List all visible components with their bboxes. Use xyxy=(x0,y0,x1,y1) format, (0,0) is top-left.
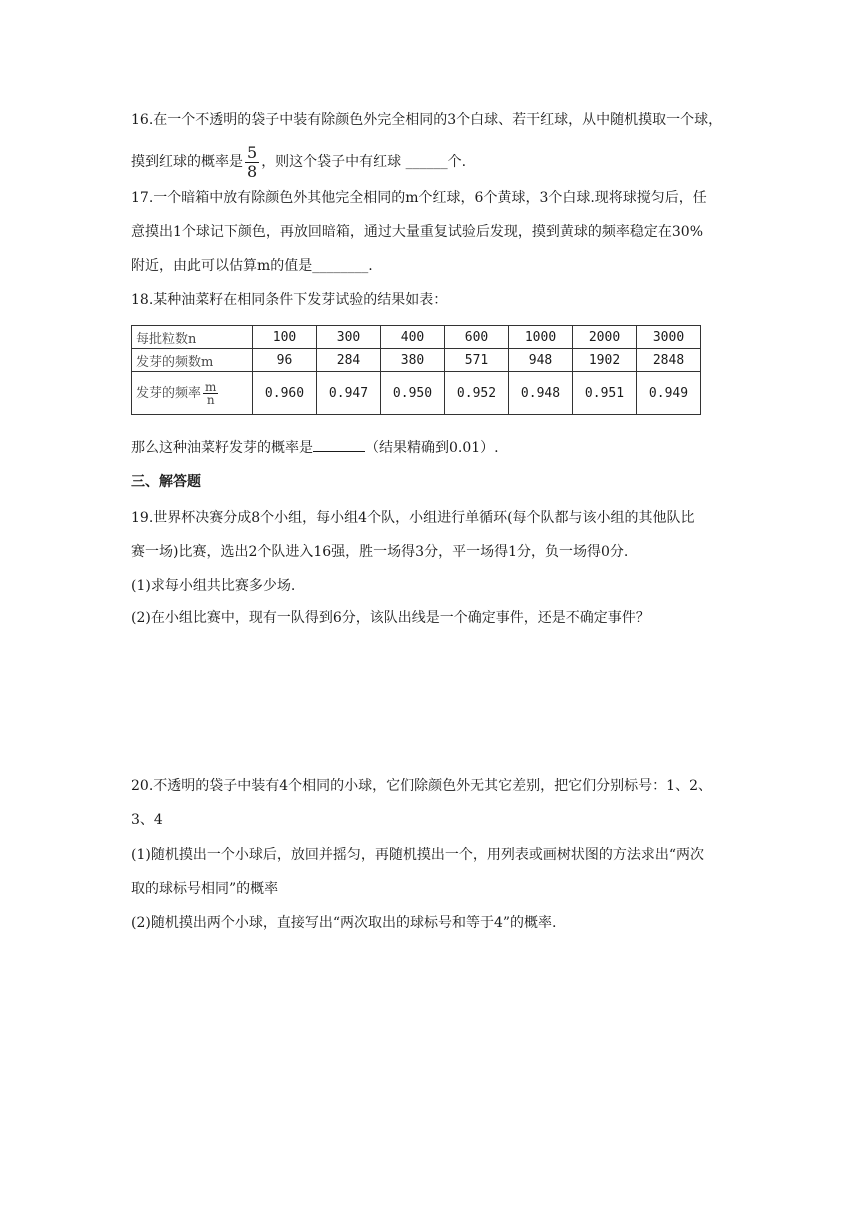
table-cell: 100 xyxy=(253,326,317,349)
table-cell: 0.948 xyxy=(509,372,573,415)
row3-fraction xyxy=(203,381,218,406)
q18-after xyxy=(131,437,499,458)
q20-part1a: (1)随机摸出一个小球后，放回并摇匀，再随机摸出一个，用列表或画树状图的方法求出“两次 xyxy=(131,847,704,863)
table-row xyxy=(132,372,701,415)
table-cell: 0.960 xyxy=(253,372,317,415)
q20-part1b: 取的球标号相同”的概率 xyxy=(131,881,279,897)
table-cell: 2000 xyxy=(573,326,637,349)
q20-line1: 20.不透明的袋子中装有4个相同的小球，它们除颜色外无其它差别，把它们分别标号：1、2、 xyxy=(131,778,712,794)
table-cell: 1902 xyxy=(573,349,637,372)
table-cell: 2848 xyxy=(637,349,701,372)
q16-frac-den: 8 xyxy=(247,161,258,181)
q19-line2: 赛一场)比赛，选出2个队进入16强，胜一场得3分，平一场得1分，负一场得0分. xyxy=(131,544,629,560)
table-cell: 3000 xyxy=(637,326,701,349)
q19-line1: 19.世界杯决赛分成8个小组，每小组4个队，小组进行单循环(每个队都与该小组的其他队比 xyxy=(131,510,695,526)
table-cell: 400 xyxy=(381,326,445,349)
q18-after-post: （结果精确到0.01）. xyxy=(365,440,499,456)
q18-after-pre: 那么这种油菜籽发芽的概率是 xyxy=(131,440,313,456)
table-cell: 600 xyxy=(445,326,509,349)
q18-line1: 18.某种油菜籽在相同条件下发芽试验的结果如表： xyxy=(131,292,448,308)
q19-part2: (2)在小组比赛中，现有一队得到6分，该队出线是一个确定事件，还是不确定事件？ xyxy=(131,610,650,626)
table-cell: 1000 xyxy=(509,326,573,349)
q20-line2: 3、4 xyxy=(131,812,163,828)
q18-answer-blank xyxy=(313,437,365,452)
section-heading: 三、解答题 xyxy=(131,474,201,490)
q16-line2-pre: 摸到红球的概率是 xyxy=(131,154,243,170)
q16-line2-post: ，则这个袋子中有红球 ______个. xyxy=(261,154,467,170)
q16-line2 xyxy=(131,140,466,184)
row3-frac-num: m xyxy=(205,379,217,394)
q16-line1: 16.在一个不透明的袋子中装有除颜色外完全相同的3个白球、若干红球，从中随机摸取一个球， xyxy=(131,112,723,128)
table-row xyxy=(132,349,701,372)
table-cell: 0.949 xyxy=(637,372,701,415)
row3-label-text: 发芽的频率 xyxy=(136,385,202,401)
row2-label: 发芽的频数m xyxy=(132,349,253,372)
table-cell: 948 xyxy=(509,349,573,372)
row3-frac-den: n xyxy=(206,392,215,407)
q19-part1: (1)求每小组共比赛多少场. xyxy=(131,578,296,594)
table-cell: 284 xyxy=(317,349,381,372)
table-cell: 0.947 xyxy=(317,372,381,415)
table-cell: 300 xyxy=(317,326,381,349)
table-cell: 0.951 xyxy=(573,372,637,415)
table-cell: 380 xyxy=(381,349,445,372)
row1-label: 每批粒数n xyxy=(132,326,253,349)
q17-line3: 附近，由此可以估算m的值是________. xyxy=(131,258,373,274)
table-row xyxy=(132,326,701,349)
q17-line2: 意摸出1个球记下颜色，再放回暗箱，通过大量重复试验后发现，摸到黄球的频率稳定在30% xyxy=(131,224,704,240)
q17-line1: 17.一个暗箱中放有除颜色外其他完全相同的m个红球，6个黄球，3个白球.现将球搅匀后，任 xyxy=(131,190,707,206)
q16-fraction xyxy=(245,144,259,181)
table-cell: 0.950 xyxy=(381,372,445,415)
q20-part2: (2)随机摸出两个小球，直接写出“两次取出的球标号和等于4”的概率. xyxy=(131,915,557,931)
table-cell: 0.952 xyxy=(445,372,509,415)
germination-table xyxy=(131,325,701,415)
q16-frac-num: 5 xyxy=(247,142,258,162)
row3-label xyxy=(132,372,253,415)
table-cell: 571 xyxy=(445,349,509,372)
table-cell: 96 xyxy=(253,349,317,372)
